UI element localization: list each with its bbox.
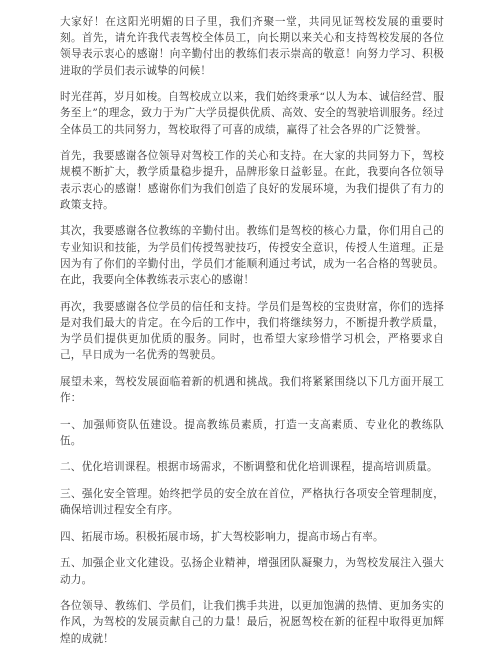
- paragraph-history: 时光荏苒，岁月如梭。自驾校成立以来，我们始终秉承“以人为本、诚信经营、服务至上”的理念，致力于为广大学员提供优质、高效、安全的驾驶培训服务。经过全体员工的共同努力，驾校取得了可喜的成绩，赢得了社会各界的广泛赞誉。: [60, 91, 444, 136]
- document-page: [60, 14, 444, 657]
- paragraph-thanks-students: 再次，我要感谢各位学员的信任和支持。学员们是驾校的宝贵财富，你们的选择是对我们最大的肯定。在今后的工作中，我们将继续努力，不断提升教学质量，为学员们提供更加优质的服务。同时，也希望大家珍惜学习机会，严格要求自己，早日成为一名优秀的驾驶员。: [60, 300, 444, 362]
- paragraph-thanks-leaders: 首先，我要感谢各位领导对驾校工作的关心和支持。在大家的共同努力下，驾校规模不断扩大，教学质量稳步提升，品牌形象日益彰显。在此，我要向各位领导表示衷心的感谢！感谢你们为我们创造了良好的发展环境，为我们提供了有力的政策支持。: [60, 150, 444, 211]
- paragraph-outlook: 展望未来，驾校发展面临着新的机遇和挑战。我们将紧紧围绕以下几方面开展工作：: [60, 375, 444, 405]
- paragraph-greeting: 大家好！在这阳光明媚的日子里，我们齐聚一堂，共同见证驾校发展的重要时刻。首先，请允许我代表驾校全体员工，向长期以来关心和支持驾校发展的各位领导表示衷心的感谢！向辛勤付出的教练们表示崇高的敬意！向努力学习、积极进取的学员们表示诚挚的问候！: [60, 16, 444, 77]
- list-item-safety: 三、强化安全管理。始终把学员的安全放在首位，严格执行各项安全管理制度，确保培训过程安全有序。: [60, 488, 444, 517]
- paragraph-thanks-coaches: 其次，我要感谢各位教练的辛勤付出。教练们是驾校的核心力量，你们用自己的专业知识和技能，为学员们传授驾驶技巧，传授安全意识，传授人生道理。正是因为有了你们的辛勤付出，学员们才能顺利通过考试，成为一名合格的驾驶员。在此，我要向全体教练表示衷心的感谢！: [60, 225, 444, 287]
- list-item-courses: 二、优化培训课程。根据市场需求，不断调整和优化培训课程，提高培训质量。: [60, 461, 438, 474]
- list-item-teachers: 一、加强师资队伍建设。提高教练员素质，打造一支高素质、专业化的教练队伍。: [60, 418, 444, 447]
- list-item-market: 四、拓展市场。积极拓展市场，扩大驾校影响力，提高市场占有率。: [60, 530, 384, 543]
- list-item-culture: 五、加强企业文化建设。弘扬企业精神，增强团队凝聚力，为驾校发展注入强大动力。: [60, 557, 444, 586]
- paragraph-closing: 各位领导、教练们、学员们，让我们携手共进，以更加饱满的热情、更加务实的作风，为驾校的发展贡献自己的力量！最后，祝愿驾校在新的征程中取得更加辉煌的成就！: [60, 600, 444, 645]
